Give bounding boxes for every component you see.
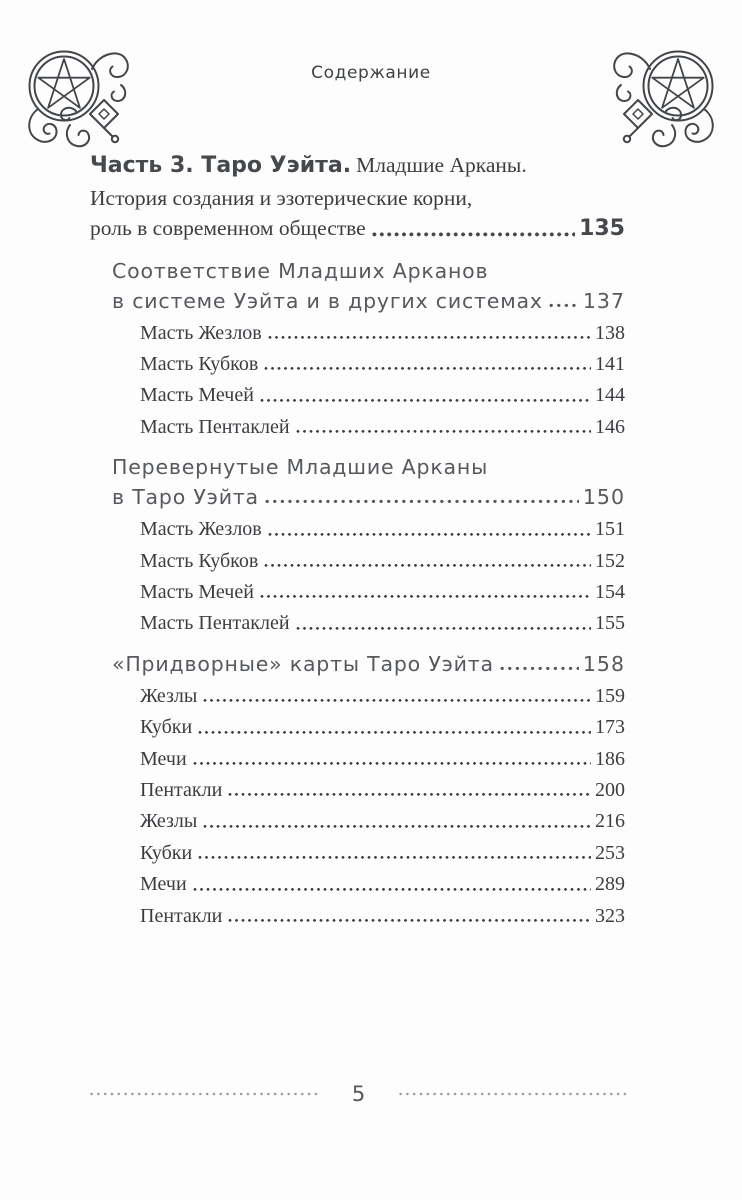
toc-item-page: 152 xyxy=(595,549,625,572)
toc-item-label: Масть Жезлов xyxy=(140,321,262,344)
section-items xyxy=(90,681,625,932)
toc-item-label: Мечи xyxy=(140,873,187,896)
toc-item-label: Масть Мечей xyxy=(140,580,254,603)
dot-leader xyxy=(228,792,591,797)
chapter-page-number: 135 xyxy=(579,216,625,241)
toc-item xyxy=(140,577,625,608)
chapter-title-line1 xyxy=(90,150,625,183)
dot-leader xyxy=(260,594,591,599)
section-page-row xyxy=(112,649,625,679)
toc-item xyxy=(140,869,625,900)
section-heading xyxy=(90,649,625,679)
section-heading xyxy=(90,452,625,512)
section-items xyxy=(90,514,625,640)
toc-item-page: 138 xyxy=(595,321,625,344)
toc-item-page: 155 xyxy=(595,612,625,635)
toc-item xyxy=(140,838,625,869)
dot-leader xyxy=(296,429,591,434)
chapter-subtitle-line2: История создания и эзотерические корни, xyxy=(90,185,473,210)
toc-item-label: Масть Кубков xyxy=(140,549,259,572)
toc-item-label: Кубки xyxy=(140,841,193,864)
toc-item-label: Пентакли xyxy=(140,778,223,801)
toc-item-page: 216 xyxy=(595,810,625,833)
footer-dotted-line xyxy=(399,1092,627,1096)
toc-item-label: Масть Мечей xyxy=(140,384,254,407)
dot-leader xyxy=(264,563,591,568)
section-page-row xyxy=(112,286,625,316)
toc-item-page: 200 xyxy=(595,778,625,801)
chapter-entry xyxy=(90,150,625,245)
section-heading-line: Соответствие Младших Арканов xyxy=(112,258,489,283)
dot-leader xyxy=(268,335,591,340)
toc-item xyxy=(140,712,625,743)
section-page-number: 150 xyxy=(582,485,625,510)
toc-item xyxy=(140,349,625,380)
toc-item-label: Масть Жезлов xyxy=(140,518,262,541)
toc-item xyxy=(140,681,625,712)
toc-item xyxy=(140,744,625,775)
dot-leader xyxy=(500,666,579,671)
section-heading xyxy=(90,256,625,316)
dot-leader xyxy=(193,761,591,766)
toc-item-page: 141 xyxy=(595,352,625,375)
toc-item-page: 253 xyxy=(595,841,625,864)
dot-leader xyxy=(193,887,591,892)
dot-leader xyxy=(203,698,591,703)
section-items xyxy=(90,318,625,444)
toc-section-reversed xyxy=(90,452,625,640)
toc-item-page: 186 xyxy=(595,747,625,770)
toc-item-page: 173 xyxy=(595,716,625,739)
footer-dotted-line xyxy=(90,1092,318,1096)
dot-leader xyxy=(203,824,591,829)
toc-item-label: Кубки xyxy=(140,716,193,739)
toc-item xyxy=(140,608,625,639)
toc-item xyxy=(140,380,625,411)
dot-leader xyxy=(260,398,591,403)
dot-leader xyxy=(296,626,591,631)
section-heading-line: в Таро Уэйта xyxy=(112,485,259,510)
toc-item-page: 159 xyxy=(595,684,625,707)
dot-leader xyxy=(549,303,579,308)
page-footer xyxy=(90,1082,627,1106)
dot-leader xyxy=(198,730,591,735)
toc-item-label: Мечи xyxy=(140,747,187,770)
dot-leader xyxy=(372,232,575,237)
toc-item xyxy=(140,546,625,577)
section-heading-line: Перевернутые Младшие Арканы xyxy=(112,455,489,480)
toc-item xyxy=(140,901,625,932)
page-title: Содержание xyxy=(311,63,431,83)
toc-item-page: 151 xyxy=(595,518,625,541)
toc-item-label: Пентакли xyxy=(140,904,223,927)
section-page-number: 137 xyxy=(582,288,625,313)
footer-page-number: 5 xyxy=(351,1082,366,1106)
toc-item-label: Масть Пентаклей xyxy=(140,612,290,635)
toc-item-page: 144 xyxy=(595,384,625,407)
toc-item-label: Жезлы xyxy=(140,810,198,833)
section-heading-line: «Придворные» карты Таро Уэйта xyxy=(112,651,494,676)
chapter-page-row xyxy=(90,213,625,245)
pentacle-flourish-icon xyxy=(606,44,724,152)
dot-leader xyxy=(264,366,591,371)
chapter-subtitle-line3: роль в современном обществе xyxy=(90,216,366,240)
toc-item-label: Масть Пентаклей xyxy=(140,415,290,438)
toc-item xyxy=(140,514,625,545)
section-heading-line: в системе Уэйта и в других системах xyxy=(112,288,543,313)
section-page-row xyxy=(112,482,625,512)
chapter-subtitle: Младшие Арканы. xyxy=(356,153,527,177)
dot-leader xyxy=(268,532,591,537)
dot-leader xyxy=(198,855,591,860)
toc-item-label: Жезлы xyxy=(140,684,198,707)
pentacle-flourish-icon xyxy=(18,44,136,152)
toc-item-label: Масть Кубков xyxy=(140,352,259,375)
toc-item-page: 289 xyxy=(595,873,625,896)
toc-item xyxy=(140,318,625,349)
dot-leader xyxy=(228,918,591,923)
dot-leader xyxy=(265,499,579,504)
chapter-title-bold: Часть 3. Таро Уэйта. xyxy=(90,153,352,178)
toc-item-page: 154 xyxy=(595,580,625,603)
toc-section-correspondence xyxy=(90,256,625,444)
toc-item-page: 323 xyxy=(595,904,625,927)
toc-section-court-cards xyxy=(90,649,625,932)
section-page-number: 158 xyxy=(582,651,625,676)
toc-item xyxy=(140,412,625,443)
toc-item xyxy=(140,775,625,806)
toc-item-page: 146 xyxy=(595,415,625,438)
table-of-contents xyxy=(90,150,625,941)
toc-item xyxy=(140,806,625,837)
